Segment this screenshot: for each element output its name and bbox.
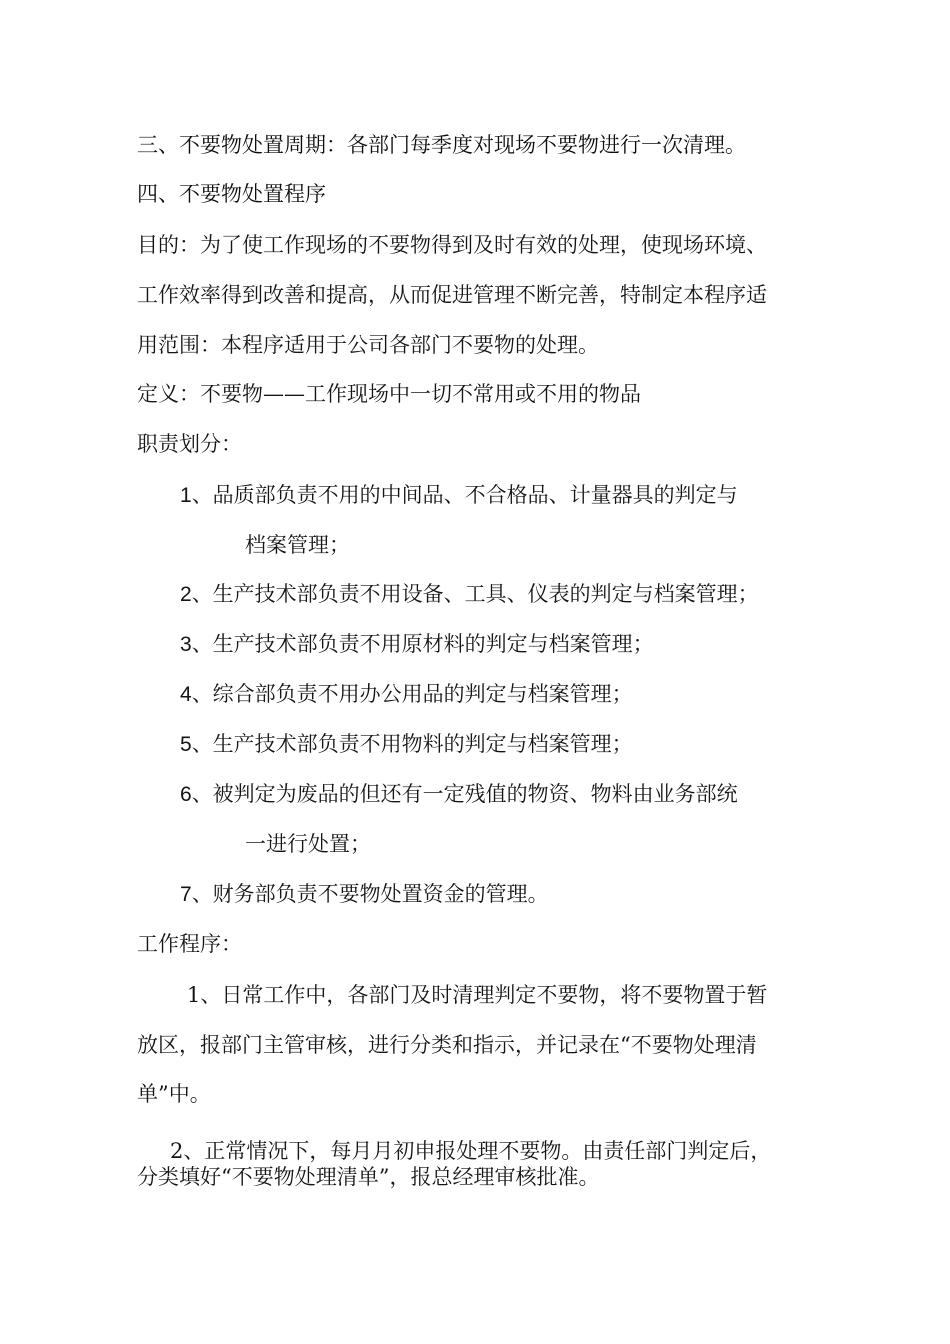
- duty-text: 、生产技术部负责不用设备、工具、仪表的判定与档案管理；: [191, 582, 759, 606]
- duty-number: 5: [180, 733, 192, 756]
- workflow-item-2-line-1: 2、正常情况下，每月月初申报处理不要物。由责任部门判定后，: [170, 1139, 772, 1163]
- duty-text: 、生产技术部负责不用原材料的判定与档案管理；: [191, 632, 654, 656]
- duty-item-6: [180, 780, 738, 809]
- duty-text: 、被判定为废品的但还有一定残值的物资、物料由业务部统: [191, 782, 738, 806]
- duty-item-3: [180, 630, 654, 659]
- duty-text: 、生产技术部负责不用物料的判定与档案管理；: [191, 732, 633, 756]
- duty-number: 1: [180, 484, 192, 507]
- workflow-item-1-line-3: 单”中。: [137, 1082, 211, 1106]
- duty-item-5: [180, 730, 633, 759]
- scope-line: 用范围：本程序适用于公司各部门不要物的处理。: [137, 333, 599, 357]
- workflow-title: 工作程序：: [137, 932, 242, 956]
- duty-number: 2: [180, 583, 192, 606]
- workflow-item-2-line-2: 分类填好“不要物处理清单”，报总经理审核批准。: [137, 1165, 600, 1189]
- workflow-item-1-line-1: 1、日常工作中，各部门及时清理判定不要物，将不要物置于暂: [187, 983, 768, 1007]
- duty-text: 、财务部负责不要物处置资金的管理。: [191, 882, 549, 906]
- purpose-line-2: 工作效率得到改善和提高，从而促进管理不断完善，特制定本程序适: [137, 283, 767, 307]
- heading-disposal-procedure: 四、不要物处置程序: [137, 182, 326, 206]
- duty-text: 、综合部负责不用办公用品的判定与档案管理；: [191, 682, 633, 706]
- duty-number: 6: [180, 783, 192, 806]
- duty-number: 4: [180, 683, 192, 706]
- heading-disposal-cycle: 三、不要物处置周期：各部门每季度对现场不要物进行一次清理。: [137, 133, 746, 157]
- duty-item-1-continuation: 档案管理；: [245, 533, 350, 557]
- workflow-item-1-line-2: 放区，报部门主管审核，进行分类和指示，并记录在“不要物处理清: [137, 1033, 757, 1057]
- duty-item-6-continuation: 一进行处置；: [245, 832, 371, 856]
- duty-item-7: [180, 880, 549, 909]
- duty-text: 、品质部负责不用的中间品、不合格品、计量器具的判定与: [191, 483, 738, 507]
- duty-item-2: [180, 580, 759, 609]
- duty-number: 3: [180, 633, 192, 656]
- definition-line: 定义：不要物——工作现场中一切不常用或不用的物品: [137, 382, 641, 406]
- duty-item-1: [180, 481, 738, 510]
- duty-number: 7: [180, 883, 192, 906]
- duties-title: 职责划分：: [137, 432, 242, 456]
- duty-item-4: [180, 680, 633, 709]
- purpose-line-1: 目的：为了使工作现场的不要物得到及时有效的处理，使现场环境、: [137, 233, 767, 257]
